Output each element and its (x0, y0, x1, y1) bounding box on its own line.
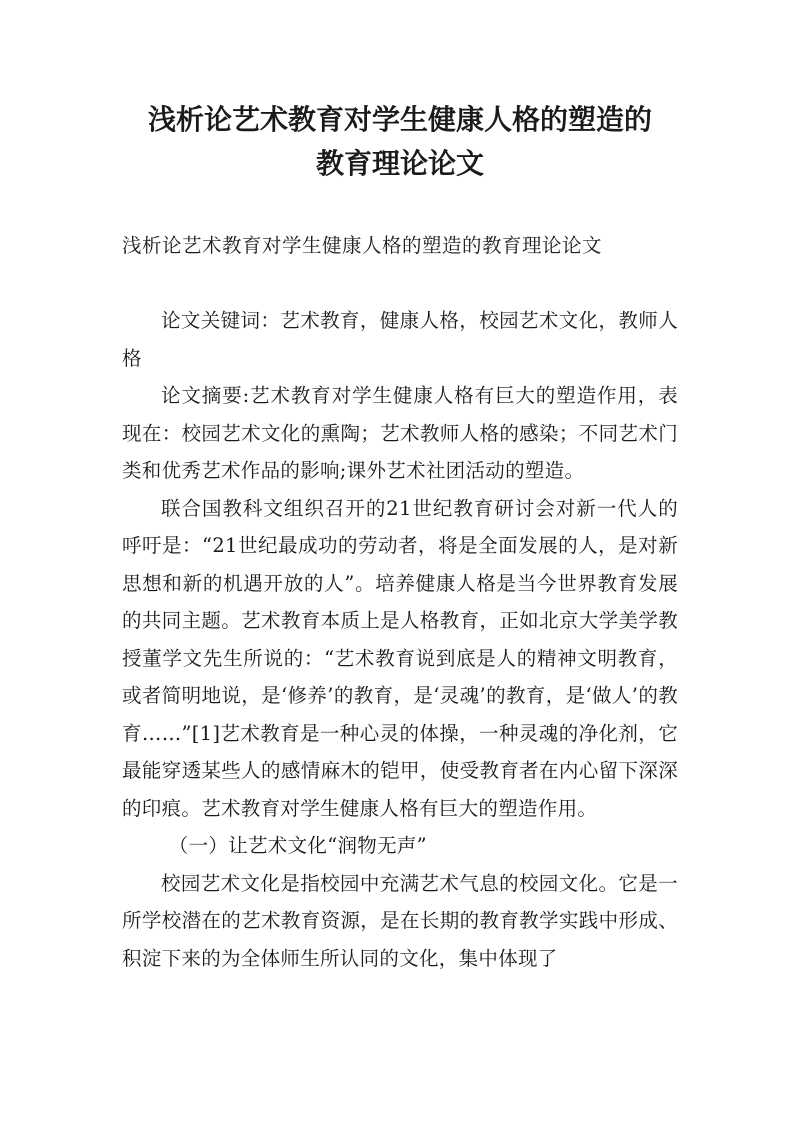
document-title-line-1: 浅析论艺术教育对学生健康人格的塑造的 (147, 103, 652, 136)
abstract-paragraph: 论文摘要:艺术教育对学生健康人格有巨大的塑造作用，表现在：校园艺术文化的熏陶；艺术教师人格的感染；不同艺术门类和优秀艺术作品的影响;课外艺术社团活动的塑造。 (122, 384, 678, 482)
document-subtitle: 浅析论艺术教育对学生健康人格的塑造的教育理论论文 (122, 234, 603, 257)
body-paragraph: 联合国教科文组织召开的21世纪教育研讨会对新一代人的呼吁是：“21世纪最成功的劳动者，将是全面发展的人，是对新思想和新的机遇开放的人”。培养健康人格是当今世界教育发展的共同主题。艺术教育本质上是人格教育，正如北京大学美学教授董学文先生所说的：“艺术教育说到底是人的精神文明教育，或者简明地说，是‘修养’的教育，是‘灵魂’的教育，是‘做人’的教育……”[1]艺术教育是一种心灵的体操，一种灵魂的净化剂，它最能穿透某些人的感情麻木的铠甲，使受教育者在内心留下深深的印痕。艺术教育对学生健康人格有巨大的塑造作用。 (122, 496, 678, 820)
keywords-paragraph: 论文关键词：艺术教育，健康人格，校园艺术文化，教师人格 (122, 309, 678, 370)
body-paragraph: 校园艺术文化是指校园中充满艺术气息的校园文化。它是一所学校潜在的艺术教育资源，是在长期的教育教学实践中形成、积淀下来的为全体师生所认同的文化，集中体现了 (122, 871, 678, 970)
document-body (122, 302, 678, 977)
section-heading: （一）让艺术文化“润物无声” (168, 834, 427, 857)
document-title-line-2: 教育理论论文 (315, 147, 484, 180)
